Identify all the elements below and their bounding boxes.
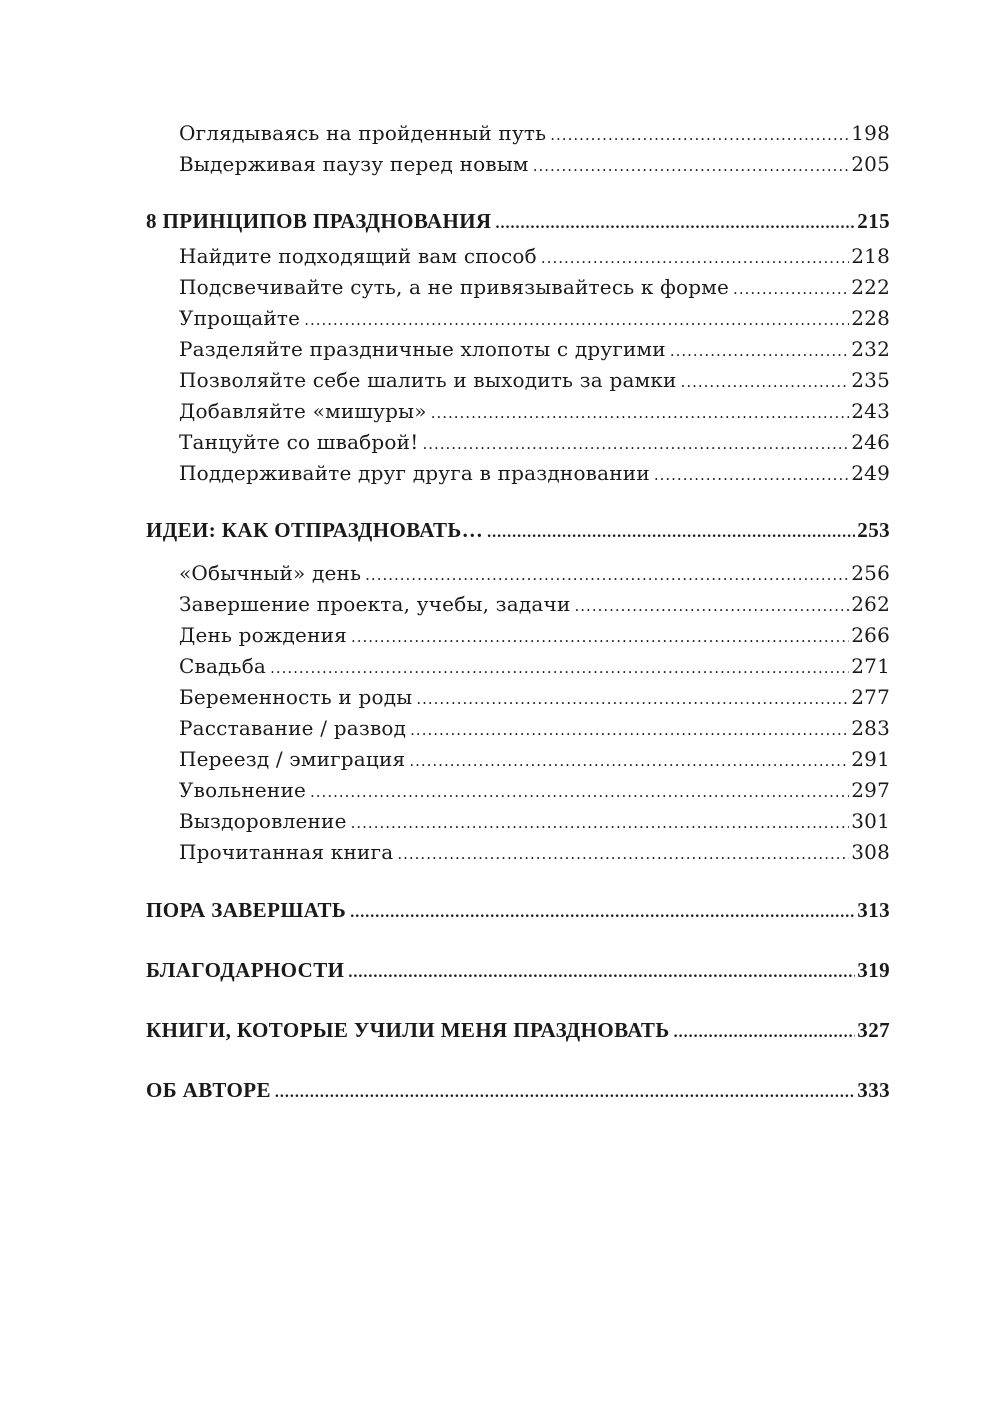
- toc-section-title: ИДЕИ: КАК ОТПРАЗДНОВАТЬ…: [146, 518, 484, 542]
- toc-entry-page: 271: [851, 654, 890, 678]
- dot-leader: [431, 396, 850, 427]
- toc-entry[interactable]: [146, 806, 890, 837]
- toc-entry[interactable]: [146, 713, 890, 744]
- dot-leader: [348, 950, 855, 990]
- dot-leader: [351, 620, 849, 651]
- toc-section[interactable]: [146, 510, 890, 550]
- dot-leader: [496, 201, 856, 241]
- dot-leader: [416, 682, 849, 713]
- dot-leader: [350, 890, 855, 930]
- toc-entry[interactable]: [146, 427, 890, 458]
- toc-entry-page: 301: [851, 809, 890, 833]
- toc-entry[interactable]: [146, 241, 890, 272]
- toc-entry-page: 297: [851, 778, 890, 802]
- toc-entry-page: 277: [851, 685, 890, 709]
- toc-entry-title: «Обычный» день: [179, 561, 362, 585]
- toc-entry-title: Увольнение: [179, 778, 307, 802]
- toc-entry-page: 262: [851, 592, 890, 616]
- toc-entry[interactable]: [146, 589, 890, 620]
- toc-entry[interactable]: [146, 149, 890, 180]
- toc-entry-page: 218: [851, 244, 890, 268]
- toc-entry-title: День рождения: [179, 623, 347, 647]
- dot-leader: [410, 713, 849, 744]
- toc-entry[interactable]: [146, 396, 890, 427]
- toc-entry-page: 228: [851, 306, 890, 330]
- toc-entry-title: Подсвечивайте суть, а не привязывайтесь к форме: [179, 275, 730, 299]
- toc-section-title: ОБ АВТОРЕ: [146, 1078, 271, 1102]
- toc-section-page: 327: [857, 1018, 890, 1042]
- toc-entry-title: Поддерживайте друг друга в праздновании: [179, 461, 650, 485]
- toc-entry[interactable]: [146, 775, 890, 806]
- dot-leader: [270, 651, 849, 682]
- table-of-contents: [146, 118, 890, 1110]
- dot-leader: [533, 149, 850, 180]
- toc-entry-title: Упрощайте: [179, 306, 301, 330]
- toc-entry[interactable]: [146, 118, 890, 149]
- toc-section-page: 253: [857, 518, 890, 542]
- toc-entry[interactable]: [146, 365, 890, 396]
- dot-leader: [733, 272, 849, 303]
- dot-leader: [487, 510, 855, 550]
- dot-leader: [422, 427, 849, 458]
- toc-entry-title: Танцуйте со шваброй!: [179, 430, 419, 454]
- dot-leader: [654, 458, 849, 489]
- toc-entry[interactable]: [146, 682, 890, 713]
- dot-leader: [541, 241, 849, 272]
- toc-section[interactable]: [146, 1010, 890, 1050]
- toc-entry-title: Разделяйте праздничные хлопоты с другими: [179, 337, 666, 361]
- toc-section-page: 319: [857, 958, 890, 982]
- toc-entry[interactable]: [146, 744, 890, 775]
- toc-section-title: БЛАГОДАРНОСТИ: [146, 958, 345, 982]
- dot-leader: [365, 558, 849, 589]
- toc-entry[interactable]: [146, 458, 890, 489]
- toc-section[interactable]: [146, 1070, 890, 1110]
- dot-leader: [310, 775, 849, 806]
- toc-entry-page: 256: [851, 561, 890, 585]
- toc-entry[interactable]: [146, 558, 890, 589]
- toc-section[interactable]: [146, 950, 890, 990]
- dot-leader: [275, 1070, 855, 1110]
- toc-entry[interactable]: [146, 272, 890, 303]
- toc-section-page: 333: [857, 1078, 890, 1102]
- toc-section-page: 313: [857, 898, 890, 922]
- toc-entry-title: Свадьба: [179, 654, 267, 678]
- toc-entry[interactable]: [146, 837, 890, 868]
- toc-entry-page: 222: [851, 275, 890, 299]
- toc-entry-title: Добавляйте «мишуры»: [179, 399, 427, 423]
- toc-section[interactable]: [146, 201, 890, 241]
- toc-entry-title: Выдерживая паузу перед новым: [179, 152, 529, 176]
- dot-leader: [674, 1010, 856, 1050]
- toc-entry-title: Оглядываясь на пройденный путь: [179, 121, 547, 145]
- toc-entry-title: Прочитанная книга: [179, 840, 394, 864]
- toc-entry-page: 283: [851, 716, 890, 740]
- dot-leader: [575, 589, 850, 620]
- toc-entry-page: 249: [851, 461, 890, 485]
- toc-entry[interactable]: [146, 651, 890, 682]
- toc-entry-page: 205: [851, 152, 890, 176]
- dot-leader: [351, 806, 850, 837]
- toc-entry[interactable]: [146, 620, 890, 651]
- toc-entry-title: Переезд / эмиграция: [179, 747, 406, 771]
- toc-section-title: ПОРА ЗАВЕРШАТЬ: [146, 898, 347, 922]
- dot-leader: [409, 744, 849, 775]
- toc-section-title: КНИГИ, КОТОРЫЕ УЧИЛИ МЕНЯ ПРАЗДНОВАТЬ: [146, 1018, 670, 1042]
- dot-leader: [670, 334, 849, 365]
- toc-section[interactable]: [146, 890, 890, 930]
- toc-entry-page: 235: [851, 368, 890, 392]
- toc-entry-title: Беременность и роды: [179, 685, 413, 709]
- toc-entry-page: 291: [851, 747, 890, 771]
- toc-entry-page: 243: [851, 399, 890, 423]
- toc-entry-title: Завершение проекта, учебы, задачи: [179, 592, 571, 616]
- toc-entry-page: 266: [851, 623, 890, 647]
- toc-entry-title: Найдите подходящий вам способ: [179, 244, 537, 268]
- toc-entry-title: Позволяйте себе шалить и выходить за рамки: [179, 368, 677, 392]
- toc-entry-page: 308: [851, 840, 890, 864]
- toc-entry-page: 232: [851, 337, 890, 361]
- dot-leader: [681, 365, 850, 396]
- toc-entry[interactable]: [146, 334, 890, 365]
- dot-leader: [397, 837, 849, 868]
- dot-leader: [550, 118, 849, 149]
- toc-entry-page: 246: [851, 430, 890, 454]
- dot-leader: [304, 303, 849, 334]
- toc-entry[interactable]: [146, 303, 890, 334]
- toc-section-page: 215: [857, 209, 890, 233]
- toc-entry-title: Расставание / развод: [179, 716, 407, 740]
- toc-section-title: 8 ПРИНЦИПОВ ПРАЗДНОВАНИЯ: [146, 209, 492, 233]
- toc-entry-title: Выздоровление: [179, 809, 347, 833]
- toc-entry-page: 198: [851, 121, 890, 145]
